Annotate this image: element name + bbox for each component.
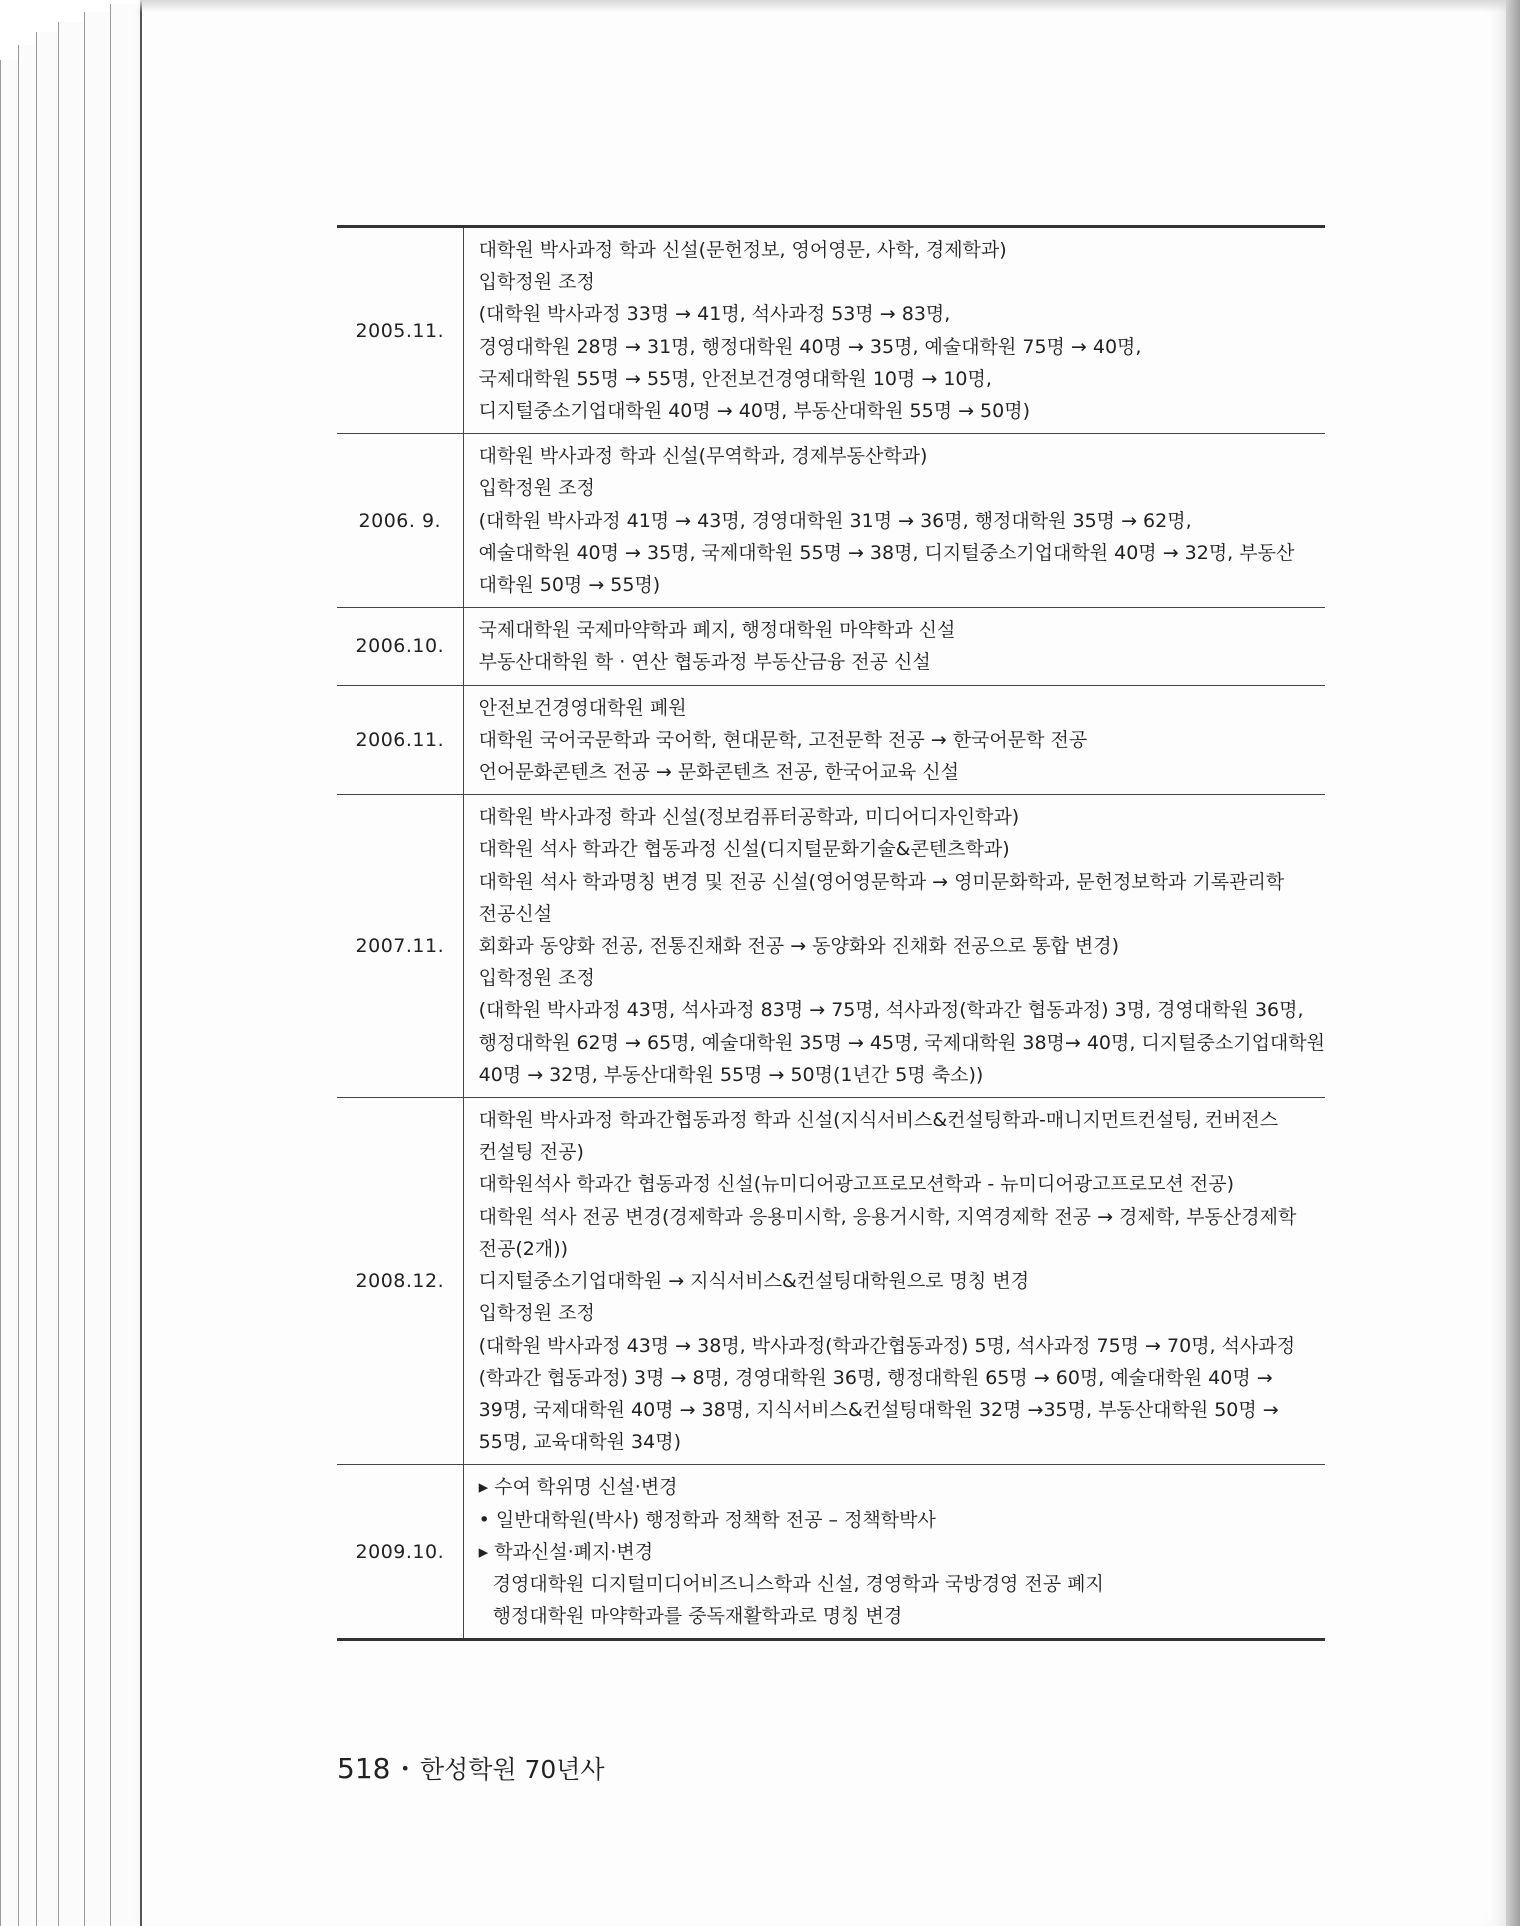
content-line: 입학정원 조정 <box>478 967 595 990</box>
row-content <box>463 685 1325 795</box>
row-content <box>463 434 1325 608</box>
content-line: 입학정원 조정 <box>478 477 595 500</box>
row-date: 2007.11. <box>337 795 463 1098</box>
row-date: 2008.12. <box>337 1098 463 1465</box>
row-date: 2006. 9. <box>337 434 463 608</box>
page-stack <box>0 0 150 1926</box>
content-line: 대학원 석사 학과간 협동과정 신설(디지털문화기술&콘텐츠학과) <box>478 838 1010 861</box>
table-row <box>337 1465 1325 1640</box>
content-line: • 일반대학원(박사) 행정학과 정책학 전공 – 정책학박사 <box>478 1508 936 1531</box>
row-content <box>463 795 1325 1098</box>
content-line: 39명, 국제대학원 40명 → 38명, 지식서비스&컨설팅대학원 32명 →35명, 부동산대학원 50명 → <box>478 1398 1279 1421</box>
content-line: 경영대학원 28명 → 31명, 행정대학원 40명 → 35명, 예술대학원 75명 → 40명, <box>478 335 1142 358</box>
page-top-shadow <box>140 0 1520 12</box>
content-line: 디지털중소기업대학원 → 지식서비스&컨설팅대학원으로 명칭 변경 <box>478 1270 1030 1293</box>
content-line: 전공신설 <box>478 902 553 925</box>
content-line: 행정대학원 마약학과를 중독재활학과로 명칭 변경 <box>492 1605 903 1628</box>
content-line: (대학원 박사과정 43명, 석사과정 83명 → 75명, 석사과정(학과간 협동과정) 3명, 경영대학원 36명, <box>478 999 1304 1022</box>
content-line: (대학원 박사과정 33명 → 41명, 석사과정 53명 → 83명, <box>478 303 951 326</box>
content-line: 입학정원 조정 <box>478 1302 595 1325</box>
content-line: 40명 → 32명, 부동산대학원 55명 → 50명(1년간 5명 축소)) <box>478 1063 984 1086</box>
content-line: 국제대학원 55명 → 55명, 안전보건경영대학원 10명 → 10명, <box>478 367 992 390</box>
content-line: 입학정원 조정 <box>478 271 595 294</box>
table-row <box>337 795 1325 1098</box>
history-table-body <box>337 227 1325 1640</box>
content-line: 안전보건경영대학원 폐원 <box>478 696 687 719</box>
history-table <box>337 225 1325 1641</box>
content-line: ▸ 수여 학위명 신설·변경 <box>478 1476 678 1499</box>
content-line: 회화과 동양화 전공, 전통진채화 전공 → 동양화와 진채화 전공으로 통합 변경) <box>478 935 1120 958</box>
row-date: 2006.10. <box>337 608 463 685</box>
content-line: 예술대학원 40명 → 35명, 국제대학원 55명 → 38명, 디지털중소기업대학원 40명 → 32명, 부동산 <box>478 541 1295 564</box>
row-date: 2006.11. <box>337 685 463 795</box>
row-content <box>463 227 1325 434</box>
footer-separator: • <box>400 1758 410 1778</box>
table-row <box>337 685 1325 795</box>
content-line: 대학원 박사과정 학과 신설(정보컴퓨터공학과, 미디어디자인학과) <box>478 806 1020 829</box>
content-line: (학과간 협동과정) 3명 → 8명, 경영대학원 36명, 행정대학원 65명 → 60명, 예술대학원 40명 → <box>478 1366 1273 1389</box>
row-date: 2005.11. <box>337 227 463 434</box>
content-line: 55명, 교육대학원 34명) <box>478 1431 682 1454</box>
content-line: 대학원 박사과정 학과 신설(무역학과, 경제부동산학과) <box>478 445 928 468</box>
content-line: 부동산대학원 학 · 연산 협동과정 부동산금융 전공 신설 <box>478 651 931 674</box>
content-line: 대학원 국어국문학과 국어학, 현대문학, 고전문학 전공 → 한국어문학 전공 <box>478 728 1088 751</box>
content-line: (대학원 박사과정 41명 → 43명, 경영대학원 31명 → 36명, 행정대학원 35명 → 62명, <box>478 509 1192 532</box>
page-number: 518 <box>337 1751 391 1785</box>
content-line: 경영대학원 디지털미디어비즈니스학과 신설, 경영학과 국방경영 전공 폐지 <box>492 1572 1104 1595</box>
content-line: ▸ 학과신설·폐지·변경 <box>478 1540 654 1563</box>
content-line: 컨설팅 전공) <box>478 1141 584 1164</box>
row-date: 2009.10. <box>337 1465 463 1640</box>
content-line: 전공(2개)) <box>478 1237 569 1260</box>
book-title: 한성학원 70년사 <box>419 1755 605 1784</box>
table-row <box>337 1098 1325 1465</box>
content-line: 대학원 박사과정 학과간협동과정 학과 신설(지식서비스&컨설팅학과-매니지먼트컨설팅, 컨버전스 <box>478 1109 1279 1132</box>
content-line: 국제대학원 국제마약학과 폐지, 행정대학원 마약학과 신설 <box>478 619 956 642</box>
row-content <box>463 1465 1325 1640</box>
content-line: 대학원 석사 전공 변경(경제학과 응용미시학, 응용거시학, 지역경제학 전공 → 경제학, 부동산경제학 <box>478 1205 1297 1228</box>
content-line: 대학원 박사과정 학과 신설(문헌정보, 영어영문, 사학, 경제학과) <box>478 239 1007 261</box>
content-line: 대학원 석사 학과명칭 변경 및 전공 신설(영어영문학과 → 영미문화학과, 문헌정보학과 기록관리학 <box>478 870 1285 893</box>
page-footer <box>337 1750 605 1786</box>
row-content <box>463 1098 1325 1465</box>
table-row <box>337 608 1325 685</box>
content-line: 대학원 50명 → 55명) <box>478 574 661 597</box>
page-right-edge <box>1506 0 1520 1926</box>
content-line: (대학원 박사과정 43명 → 38명, 박사과정(학과간협동과정) 5명, 석사과정 75명 → 70명, 석사과정 <box>478 1334 1296 1357</box>
content-line: 행정대학원 62명 → 65명, 예술대학원 35명 → 45명, 국제대학원 38명→ 40명, 디지털중소기업대학원 <box>478 1031 1325 1054</box>
content-line: 언어문화콘텐츠 전공 → 문화콘텐츠 전공, 한국어교육 신설 <box>478 761 959 784</box>
table-row <box>337 434 1325 608</box>
table-row <box>337 227 1325 434</box>
content-line: 디지털중소기업대학원 40명 → 40명, 부동산대학원 55명 → 50명) <box>478 400 1030 423</box>
row-content <box>463 608 1325 685</box>
content-line: 대학원석사 학과간 협동과정 신설(뉴미디어광고프로모션학과 - 뉴미디어광고프로모션 전공) <box>478 1173 1235 1196</box>
